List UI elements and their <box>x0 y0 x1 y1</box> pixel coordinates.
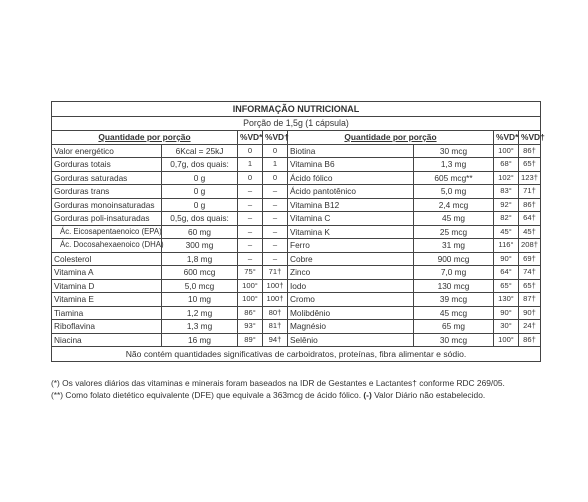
nutrient-vd2-right: 45† <box>519 225 541 239</box>
table-row <box>52 158 541 172</box>
nutrient-vd1-right: 100° <box>494 333 519 347</box>
nutrient-vd1-left: – <box>238 198 263 212</box>
nutrient-name-left: Colesterol <box>52 252 162 266</box>
header-quantity-right: Quantidade por porção <box>288 131 494 145</box>
nutrient-vd2-right: 123† <box>519 171 541 185</box>
nutrient-vd1-left: 100° <box>238 293 263 307</box>
nutrient-amount-left: 1,2 mg <box>162 306 238 320</box>
table-row <box>52 293 541 307</box>
nutrient-vd1-right: 65° <box>494 279 519 293</box>
nutrient-vd2-right: 87† <box>519 293 541 307</box>
nutrient-amount-left: 5,0 mcg <box>162 279 238 293</box>
nutrient-vd2-left: 100† <box>263 293 288 307</box>
nutrient-amount-right: 30 mcg <box>414 144 494 158</box>
nutrient-name-left: Gorduras trans <box>52 185 162 199</box>
nutrient-name-right: Magnésio <box>288 320 414 334</box>
nutrient-amount-right: 900 mcg <box>414 252 494 266</box>
nutrient-vd1-right: 30° <box>494 320 519 334</box>
nutrient-vd1-left: – <box>238 225 263 239</box>
nutrient-name-left: Gorduras totais <box>52 158 162 172</box>
nutrient-vd2-right: 64† <box>519 212 541 226</box>
nutrient-amount-left: 60 mg <box>162 225 238 239</box>
nutrient-name-left: Gorduras monoinsaturadas <box>52 198 162 212</box>
footnote-dash-text: Valor Diário não estabelecido. <box>374 389 486 400</box>
nutrient-amount-right: 30 mcg <box>414 333 494 347</box>
nutrient-amount-left: 16 mg <box>162 333 238 347</box>
nutrient-amount-right: 130 mcg <box>414 279 494 293</box>
header-vd2-right: %VD† <box>519 131 541 145</box>
nutrient-name-left: Riboflavina <box>52 320 162 334</box>
nutrient-amount-right: 5,0 mg <box>414 185 494 199</box>
portion-size: Porção de 1,5g (1 cápsula) <box>52 117 541 131</box>
nutrient-vd2-left: – <box>263 185 288 199</box>
nutrient-amount-left: 1,8 mg <box>162 252 238 266</box>
nutrient-name-left: Ác. Docosahexaenoico (DHA) <box>52 239 162 253</box>
nutrient-vd2-right: 24† <box>519 320 541 334</box>
table-row <box>52 333 541 347</box>
nutrient-vd1-right: 100° <box>494 144 519 158</box>
nutrient-name-left: Gorduras poli-insaturadas <box>52 212 162 226</box>
nutrient-name-right: Ácido pantotênico <box>288 185 414 199</box>
nutrient-vd2-left: 1 <box>263 158 288 172</box>
nutrient-amount-right: 65 mg <box>414 320 494 334</box>
nutrient-amount-right: 39 mcg <box>414 293 494 307</box>
nutrient-vd2-left: 80† <box>263 306 288 320</box>
table-row <box>52 306 541 320</box>
header-vd2-left: %VD† <box>263 131 288 145</box>
nutrient-vd1-left: 89° <box>238 333 263 347</box>
nutrient-vd2-left: 71† <box>263 266 288 280</box>
nutrient-vd2-left: – <box>263 239 288 253</box>
footnotes <box>51 378 551 401</box>
nutrient-vd1-right: 68° <box>494 158 519 172</box>
nutrient-vd1-right: 92° <box>494 198 519 212</box>
nutrient-vd1-left: 93° <box>238 320 263 334</box>
nutrient-vd2-right: 69† <box>519 252 541 266</box>
nutrient-amount-left: 300 mg <box>162 239 238 253</box>
nutrient-amount-left: 0 g <box>162 171 238 185</box>
nutrient-vd2-left: – <box>263 212 288 226</box>
nutrient-amount-right: 25 mcg <box>414 225 494 239</box>
nutrient-vd1-right: 82° <box>494 212 519 226</box>
nutrient-vd1-right: 116° <box>494 239 519 253</box>
nutrient-name-right: Iodo <box>288 279 414 293</box>
nutrient-amount-left: 0 g <box>162 198 238 212</box>
nutrient-vd1-left: 0 <box>238 171 263 185</box>
table-title: INFORMAÇÃO NUTRICIONAL <box>52 102 541 117</box>
nutrient-vd2-right: 86† <box>519 144 541 158</box>
header-vd1-right: %VD* <box>494 131 519 145</box>
nutrient-amount-right: 1,3 mg <box>414 158 494 172</box>
nutrient-vd1-left: 1 <box>238 158 263 172</box>
nutrient-name-left: Vitamina E <box>52 293 162 307</box>
nutrient-vd1-left: 100° <box>238 279 263 293</box>
nutrient-vd2-left: 81† <box>263 320 288 334</box>
nutrient-name-left: Vitamina A <box>52 266 162 280</box>
nutrient-vd2-left: 0 <box>263 144 288 158</box>
nutrient-vd1-left: – <box>238 185 263 199</box>
table-row <box>52 279 541 293</box>
table-footer-note: Não contém quantidades significativas de carboidratos, proteínas, fibra alimentar e sódio. <box>52 347 541 362</box>
table-row <box>52 212 541 226</box>
nutrient-name-left: Vitamina D <box>52 279 162 293</box>
table-row <box>52 266 541 280</box>
nutrient-name-left: Gorduras saturadas <box>52 171 162 185</box>
nutrient-name-right: Zinco <box>288 266 414 280</box>
footnote-idr: (*) Os valores diários das vitaminas e minerais foram baseados na IDR de Gestantes e Lactantes† conforme RDC 269/05. <box>51 378 505 388</box>
nutrient-amount-right: 45 mcg <box>414 306 494 320</box>
nutrient-vd2-left: – <box>263 225 288 239</box>
nutrient-name-right: Vitamina C <box>288 212 414 226</box>
nutrient-name-right: Selênio <box>288 333 414 347</box>
nutrient-vd1-left: – <box>238 212 263 226</box>
table-row <box>52 320 541 334</box>
nutrient-name-right: Cobre <box>288 252 414 266</box>
header-vd1-left: %VD* <box>238 131 263 145</box>
nutrient-name-left: Niacina <box>52 333 162 347</box>
nutrient-name-right: Vitamina B6 <box>288 158 414 172</box>
nutrition-facts-table <box>51 101 545 362</box>
table-row <box>52 185 541 199</box>
nutrient-name-left: Valor energético <box>52 144 162 158</box>
nutrient-amount-left: 0,7g, dos quais: <box>162 158 238 172</box>
nutrient-vd2-right: 65† <box>519 279 541 293</box>
nutrient-amount-right: 31 mg <box>414 239 494 253</box>
nutrient-name-right: Cromo <box>288 293 414 307</box>
nutrient-vd2-right: 208† <box>519 239 541 253</box>
table-row <box>52 198 541 212</box>
nutrient-name-right: Ácido fólico <box>288 171 414 185</box>
table-row <box>52 252 541 266</box>
nutrient-amount-right: 2,4 mcg <box>414 198 494 212</box>
nutrient-vd1-right: 102° <box>494 171 519 185</box>
footnote-folate-text: (**) Como folato dietético equivalente (DFE) que equivale a 363mcg de ácido fólico. <box>51 389 362 400</box>
nutrient-amount-left: 600 mcg <box>162 266 238 280</box>
header-quantity-left: Quantidade por porção <box>52 131 238 145</box>
nutrient-name-right: Ferro <box>288 239 414 253</box>
nutrient-amount-left: 0 g <box>162 185 238 199</box>
nutrient-vd1-left: – <box>238 252 263 266</box>
nutrient-name-right: Biotina <box>288 144 414 158</box>
table-row <box>52 225 541 239</box>
nutrient-vd2-left: 0 <box>263 171 288 185</box>
nutrient-vd2-left: – <box>263 198 288 212</box>
table-row <box>52 239 541 253</box>
nutrient-vd1-left: 86° <box>238 306 263 320</box>
nutrient-vd1-right: 64° <box>494 266 519 280</box>
nutrient-name-right: Molibdênio <box>288 306 414 320</box>
nutrient-vd2-left: 100† <box>263 279 288 293</box>
nutrient-name-right: Vitamina B12 <box>288 198 414 212</box>
nutrient-vd1-right: 90° <box>494 306 519 320</box>
nutrient-vd1-left: – <box>238 239 263 253</box>
nutrient-vd2-right: 90† <box>519 306 541 320</box>
nutrient-amount-right: 45 mg <box>414 212 494 226</box>
table-row <box>52 144 541 158</box>
nutrient-vd2-left: 94† <box>263 333 288 347</box>
table-row <box>52 171 541 185</box>
nutrient-vd2-right: 65† <box>519 158 541 172</box>
nutrient-name-left: Ác. Eicosapentaenoico (EPA) <box>52 225 162 239</box>
nutrient-name-left: Tiamina <box>52 306 162 320</box>
nutrient-vd2-right: 74† <box>519 266 541 280</box>
nutrient-name-right: Vitamina K <box>288 225 414 239</box>
nutrient-vd2-right: 71† <box>519 185 541 199</box>
footnote-dash-symbol: (-) <box>363 389 372 400</box>
nutrient-amount-left: 1,3 mg <box>162 320 238 334</box>
nutrient-amount-right: 7,0 mg <box>414 266 494 280</box>
nutrient-vd1-left: 75° <box>238 266 263 280</box>
nutrient-amount-left: 6Kcal = 25kJ <box>162 144 238 158</box>
nutrient-amount-left: 0,5g, dos quais: <box>162 212 238 226</box>
nutrient-vd1-right: 90° <box>494 252 519 266</box>
nutrient-vd2-left: – <box>263 252 288 266</box>
nutrient-vd1-left: 0 <box>238 144 263 158</box>
nutrient-amount-right: 605 mcg** <box>414 171 494 185</box>
nutrient-vd1-right: 130° <box>494 293 519 307</box>
nutrient-vd1-right: 83° <box>494 185 519 199</box>
nutrient-amount-left: 10 mg <box>162 293 238 307</box>
footnote-folate <box>51 390 551 402</box>
nutrient-vd2-right: 86† <box>519 333 541 347</box>
nutrient-vd2-right: 86† <box>519 198 541 212</box>
nutrient-vd1-right: 45° <box>494 225 519 239</box>
